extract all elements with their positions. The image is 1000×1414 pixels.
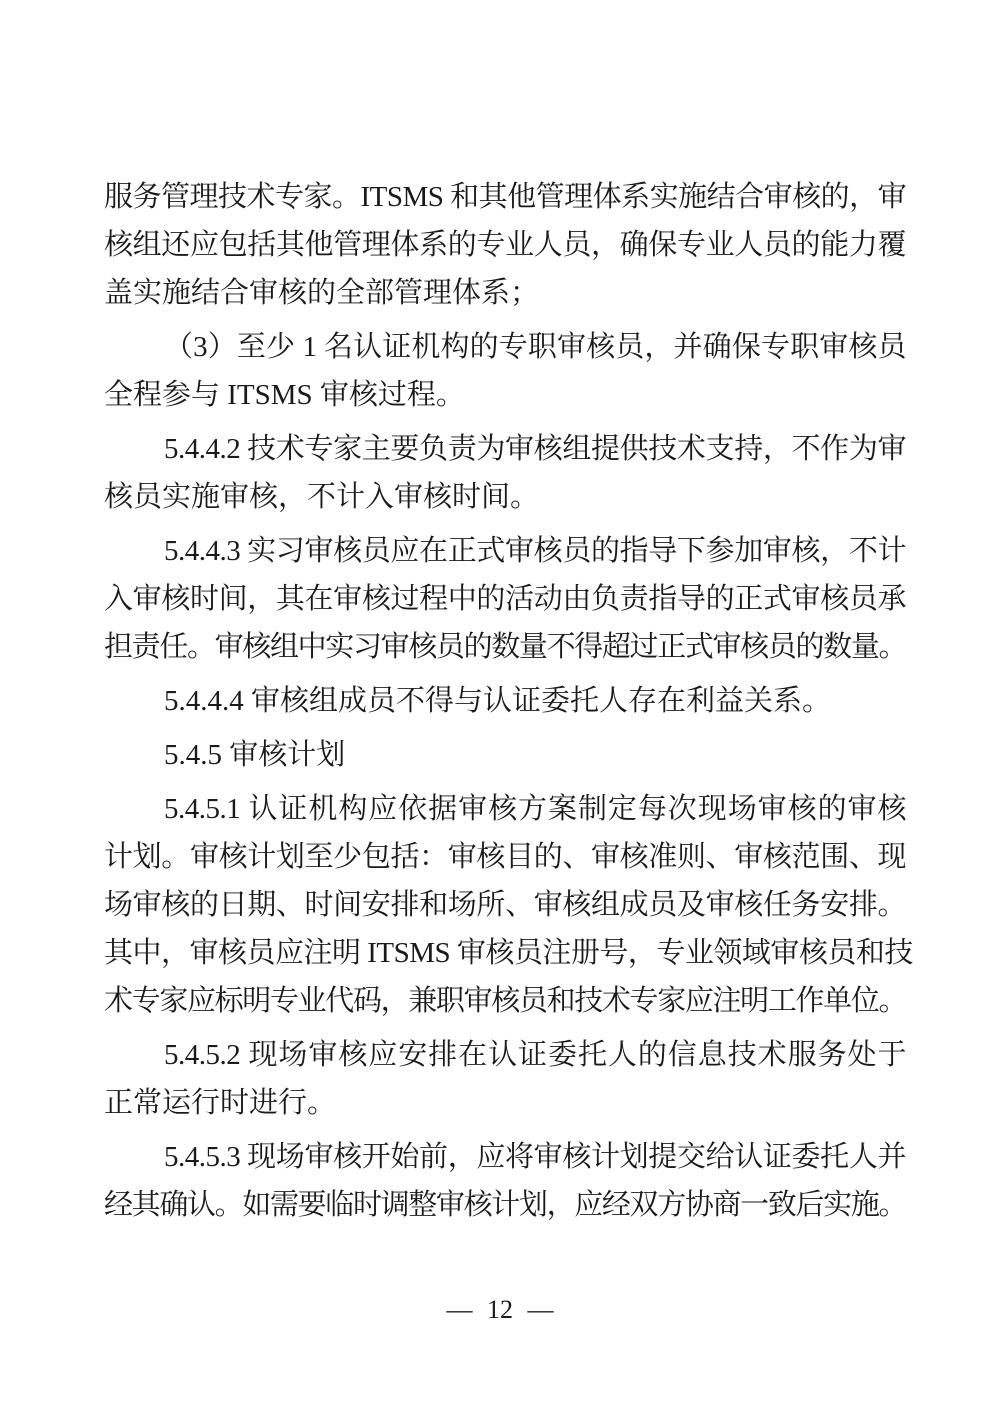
paragraph [104,731,906,779]
text-line: 担责任。审核组中实习审核员的数量不得超过正式审核员的数量。 [104,631,906,663]
text-line: 5.4.5.2 现场审核应安排在认证委托人的信息技术服务处于 [164,1039,906,1071]
text-line: 盖实施结合审核的全部管理体系； [104,277,540,309]
paragraph [104,323,906,419]
text-line: 5.4.4.4 审核组成员不得与认证委托人存在利益关系。 [164,685,832,717]
text-line: 入审核时间，其在审核过程中的活动由负责指导的正式审核员承 [104,583,906,615]
text-line: 经其确认。如需要临时调整审核计划，应经双方协商一致后实施。 [104,1189,906,1221]
text-line: 全程参与 ITSMS 审核过程。 [104,379,465,411]
text-line: 其中，审核员应注明 ITSMS 审核员注册号，专业领域审核员和技 [104,937,913,969]
text-line: 正常运行时进行。 [104,1087,337,1119]
text-line: 场审核的日期、时间安排和场所、审核组成员及审核任务安排。 [104,889,906,921]
text-line: 5.4.4.2 技术专家主要负责为审核组提供技术支持，不作为审 [164,433,906,465]
page-footer [0,1295,1000,1325]
paragraph [104,1031,906,1127]
text-line: 核员实施审核，不计入审核时间。 [104,481,540,513]
paragraph [104,1133,906,1229]
document-body [104,173,913,1229]
text-line: （3）至少 1 名认证机构的专职审核员，并确保专职审核员 [164,331,906,363]
paragraph [104,527,906,671]
text-line: 5.4.5 审核计划 [164,739,346,771]
text-line: 术专家应标明专业代码，兼职审核员和技术专家应注明工作单位。 [104,985,906,1017]
text-line: 计划。审核计划至少包括：审核目的、审核准则、审核范围、现 [104,841,906,873]
paragraph [104,785,913,1025]
paragraph [104,173,906,317]
text-line: 5.4.5.1 认证机构应依据审核方案制定每次现场审核的审核 [164,793,906,825]
page-number: — 12 — [446,1295,554,1324]
paragraph [104,425,906,521]
text-line: 5.4.4.3 实习审核员应在正式审核员的指导下参加审核，不计 [164,535,906,567]
text-line: 核组还应包括其他管理体系的专业人员，确保专业人员的能力覆 [104,229,906,261]
paragraph [104,677,906,725]
text-line: 服务管理技术专家。ITSMS 和其他管理体系实施结合审核的，审 [104,181,907,213]
text-line: 5.4.5.3 现场审核开始前，应将审核计划提交给认证委托人并 [164,1141,906,1173]
